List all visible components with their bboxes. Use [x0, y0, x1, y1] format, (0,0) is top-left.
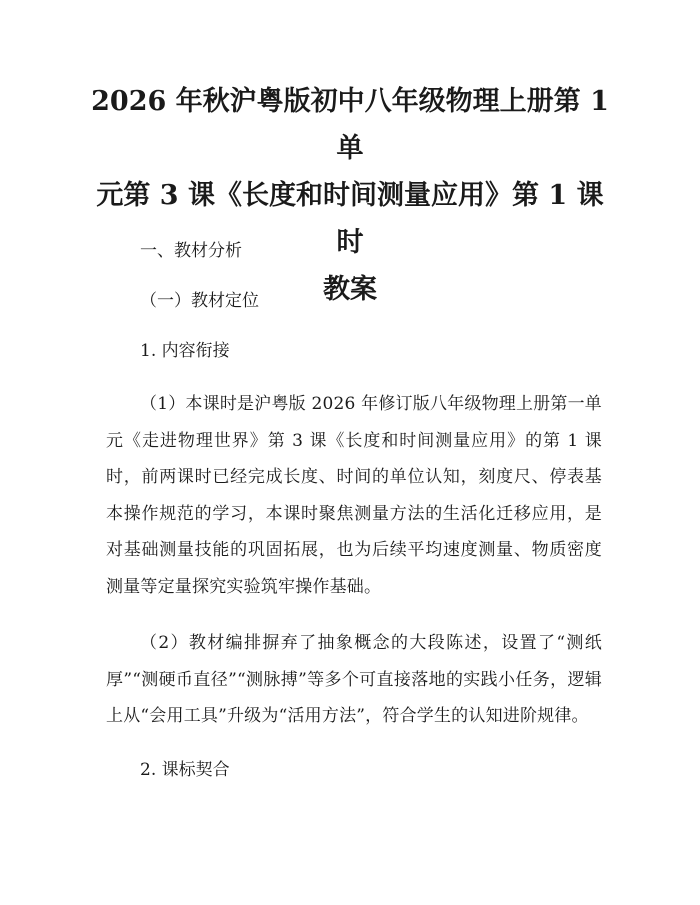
subsection-heading-textbook-positioning: （一）教材定位: [140, 291, 259, 311]
paragraph-1: （1）本课时是沪粤版 2026 年修订版八年级物理上册第一单元《走进物理世界》第 3 课《长度和时间测量应用》的第 1 课时，前两课时已经完成长度、时间的单位认知，刻度尺、停表基本操作规范的学习，本课时聚焦测量方法的生活化迁移应用，是对基础测量技能的巩固拓展，也为后续平均速度测量、物质密度测量等定量探究实验筑牢操作基础。: [106, 394, 602, 597]
document-body: [106, 236, 602, 805]
title-line-1: 2026 年秋沪粤版初中八年级物理上册第 1 单: [91, 86, 609, 164]
title-line-2: 元第 3 课《长度和时间测量应用》第 1 课时: [96, 180, 604, 258]
item-heading-curriculum-alignment: 2. 课标契合: [140, 759, 230, 780]
title-line-3: 教案: [323, 274, 377, 305]
item-heading-content-connection: 1. 内容衔接: [140, 341, 230, 361]
section-heading-textbook-analysis: 一、教材分析: [140, 241, 242, 261]
paragraph-2: （2）教材编排摒弃了抽象概念的大段陈述，设置了“测纸厚”“测硬币直径”“测脉搏”等多个可直接落地的实践小任务，逻辑上从“会用工具”升级为“活用方法”，符合学生的认知进阶规律。: [106, 633, 602, 726]
